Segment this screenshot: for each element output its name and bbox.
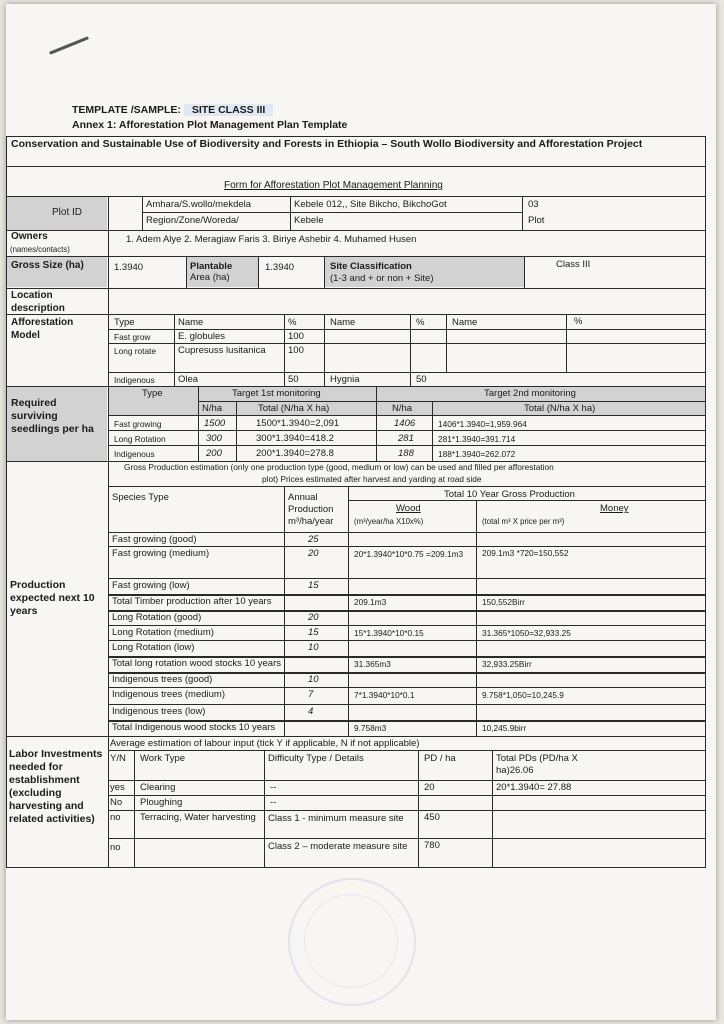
labor-col-pd: PD / ha — [424, 753, 456, 764]
plot-id-label: Plot ID — [52, 207, 83, 218]
seedling-row-t1: 1500*1.3940=2,091 — [256, 418, 340, 429]
seedling-row-n2: 1406 — [394, 418, 416, 429]
seedling-row-t1: 200*1.3940=278.8 — [256, 448, 334, 459]
model-col-pct-2: % — [416, 317, 425, 328]
annual-production-header: Annual Production m³/ha/year — [288, 492, 334, 527]
money-header: Money — [600, 503, 629, 514]
kebele-value: Kebele 012,, Site Bikcho, BikchoGot — [294, 199, 447, 210]
owners-sublabel: (names/contacts) — [10, 245, 70, 254]
production-row-species: Long Rotation (good) — [112, 612, 202, 623]
production-row-wood: 31.365m3 — [354, 659, 391, 669]
labor-col-difficulty: Difficulty Type / Details — [268, 753, 364, 764]
seedling-row-n1: 1500 — [204, 418, 226, 429]
model-col-pct: % — [288, 317, 297, 328]
production-total-row: Total Indigenous wood stocks 10 years — [112, 722, 276, 733]
model-row-name: Olea — [178, 374, 199, 385]
labor-row-work: Ploughing — [140, 797, 183, 808]
production-row-species: Long Rotation (medium) — [112, 627, 214, 638]
production-row-species: Fast growing (good) — [112, 534, 197, 545]
production-label: Production expected next 10 years — [10, 579, 95, 617]
target-1-nha: N/ha — [202, 403, 223, 414]
production-row-annual: 10 — [308, 674, 319, 685]
kebele-label: Kebele — [294, 215, 324, 226]
production-row-wood: 7*1.3940*10*0.1 — [354, 690, 415, 700]
model-row-pct: 100 — [288, 345, 304, 356]
faded-stamp-inner — [304, 894, 398, 988]
seedling-row-n2: 281 — [398, 433, 414, 444]
seedlings-col-type: Type — [142, 388, 163, 399]
production-row-money: 209.1m3 *720=150,552 — [482, 548, 569, 558]
model-row-pct: 100 — [288, 331, 304, 342]
model-col-name-3: Name — [452, 317, 478, 328]
production-row-money: 150,552Birr — [482, 597, 525, 607]
production-row-species: Indigenous trees (low) — [112, 706, 206, 717]
labor-row-yn: no — [110, 842, 121, 853]
labor-col-yn: Y/N — [110, 753, 126, 764]
owners-label: Owners — [11, 231, 48, 242]
afforestation-model-label: Afforestation Model — [11, 317, 74, 341]
production-row-species: Indigenous trees (medium) — [112, 689, 225, 700]
seedling-row-n1: 200 — [206, 448, 222, 459]
seedling-row-t2: 188*1.3940=262.072 — [438, 449, 516, 459]
production-row-species: Fast growing (medium) — [112, 548, 210, 559]
labor-row-pd: 450 — [424, 812, 440, 823]
model-row-type: Fast grow — [114, 332, 151, 342]
labor-col-total: Total PDs (PD/ha X ha)26.06 — [496, 753, 578, 776]
seedlings-label: Required surviving seedlings per ha — [11, 397, 94, 435]
model-row-pct-2: 50 — [416, 374, 427, 385]
production-row-wood: 9.758m3 — [354, 723, 387, 733]
plantable-area-value: 1.3940 — [265, 262, 295, 273]
model-col-type: Type — [114, 317, 135, 328]
production-row-annual: 4 — [308, 706, 314, 717]
gross-size-label: Gross Size (ha) — [11, 260, 84, 271]
production-row-wood: 209.1m3 — [354, 597, 387, 607]
production-row-wood: 15*1.3940*10*0.15 — [354, 628, 424, 638]
labor-label: Labor Investments needed for establishment (excluding harvesting and related activities) — [9, 748, 103, 825]
labor-row-yn: yes — [110, 782, 125, 793]
template-sample-label: TEMPLATE /SAMPLE: — [72, 104, 181, 116]
labor-row-yn: No — [110, 797, 123, 808]
plot-label: Plot — [528, 215, 545, 226]
wood-header: Wood — [396, 503, 421, 514]
model-row-type: Long rotate — [114, 346, 156, 356]
model-row-name-2: Hygnia — [330, 374, 360, 385]
project-title: Conservation and Sustainable Use of Biodiversity and Forests in Ethiopia – South Wollo Biodiversity and Afforestation Project — [11, 138, 643, 150]
seedling-row-t2: 1406*1.3940=1,959.964 — [438, 419, 527, 429]
seedling-row-type: Long Rotation — [114, 434, 166, 444]
region-value: Amhara/S.wollo/mekdela — [146, 199, 252, 210]
species-type-header: Species Type — [112, 492, 169, 503]
seedling-row-n2: 188 — [398, 448, 414, 459]
target-2-total: Total (N/ha X ha) — [524, 403, 596, 414]
site-classification-sub: (1-3 and + or non + Site) — [330, 273, 434, 284]
production-row-money: 31.365*1050=32,933.25 — [482, 628, 571, 638]
labor-row-difficulty: -- — [270, 797, 277, 808]
gross-production-note-2: plot) Prices estimated after harvest and yarding at road side — [262, 474, 482, 484]
money-unit: (total m³ X price per m³) — [482, 517, 565, 526]
model-col-name-2: Name — [330, 317, 356, 328]
production-row-wood: 20*1.3940*10*0.75 =209.1m3 — [354, 549, 464, 559]
production-row-species: Indigenous trees (good) — [112, 674, 213, 685]
gross-production-note: Gross Production estimation (only one production type (good, medium or low) can be used and filled per afforestation — [124, 462, 554, 472]
labor-note: Average estimation of labour input (tick Y if applicable, N if not applicable) — [110, 738, 420, 749]
model-row-pct: 50 — [288, 374, 299, 385]
production-total-row: Total Timber production after 10 years — [112, 596, 272, 607]
site-class-heading: SITE CLASS III — [184, 104, 274, 116]
plantable-area-label: Plantable Area (ha) — [190, 261, 233, 283]
region-label: Region/Zone/Woreda/ — [146, 215, 239, 226]
site-class-value: Class III — [556, 259, 591, 270]
total-10yr-header: Total 10 Year Gross Production — [444, 489, 575, 500]
model-row-name: Cupresuss lusitanica — [178, 345, 266, 356]
seedling-row-type: Indigenous — [114, 449, 155, 459]
wood-unit: (m³/year/ha X10x%) — [354, 517, 424, 526]
labor-row-total: 20*1.3940= 27.88 — [496, 782, 572, 793]
labor-row-pd: 20 — [424, 782, 435, 793]
production-total-row: Total long rotation wood stocks 10 years — [112, 658, 281, 669]
model-row-type: Indigenous — [114, 375, 155, 385]
labor-row-difficulty: -- — [270, 782, 277, 793]
production-row-annual: 20 — [308, 612, 319, 623]
seedling-row-t1: 300*1.3940=418.2 — [256, 433, 334, 444]
production-row-money: 9.758*1,050=10,245.9 — [482, 690, 564, 700]
labor-row-work: Terracing, Water harvesting — [140, 812, 256, 823]
production-row-species: Fast growing (low) — [112, 580, 190, 591]
labor-row-difficulty: Class 2 – moderate measure site — [268, 841, 408, 852]
model-col-name: Name — [178, 317, 204, 328]
plot-number: 03 — [528, 199, 539, 210]
owners-value: 1. Adem Alye 2. Meragiaw Faris 3. Biriye Ashebir 4. Muhamed Husen — [126, 234, 417, 245]
production-row-annual: 10 — [308, 642, 319, 653]
template-heading — [72, 104, 273, 116]
labor-row-pd: 780 — [424, 840, 440, 851]
location-label: Location description — [11, 290, 65, 314]
labor-row-yn: no — [110, 812, 121, 823]
model-row-name: E. globules — [178, 331, 226, 342]
seedling-row-n1: 300 — [206, 433, 222, 444]
model-col-pct-3: % — [574, 316, 583, 327]
production-row-money: 10,245.9birr — [482, 723, 527, 733]
production-row-annual: 15 — [308, 580, 319, 591]
target-2-label: Target 2nd monitoring — [484, 388, 576, 399]
labor-row-work: Clearing — [140, 782, 176, 793]
production-row-annual: 20 — [308, 548, 319, 559]
gross-size-value: 1.3940 — [114, 262, 144, 273]
production-row-species: Long Rotation (low) — [112, 642, 195, 653]
production-row-annual: 7 — [308, 689, 314, 700]
production-row-annual: 15 — [308, 627, 319, 638]
annex-title: Annex 1: Afforestation Plot Management Plan Template — [72, 119, 348, 131]
labor-row-difficulty: Class 1 - minimum measure site — [268, 813, 404, 824]
target-2-nha: N/ha — [392, 403, 413, 414]
production-row-money: 32,933.25Birr — [482, 659, 532, 669]
labor-col-work: Work Type — [140, 753, 186, 764]
seedling-row-type: Fast growing — [114, 419, 162, 429]
target-1-label: Target 1st monitoring — [232, 388, 321, 399]
site-classification-label: Site Classification — [330, 261, 412, 272]
target-1-total: Total (N/ha X ha) — [258, 403, 330, 414]
form-title: Form for Afforestation Plot Management Planning — [224, 180, 443, 191]
production-row-annual: 25 — [308, 534, 319, 545]
seedling-row-t2: 281*1.3940=391.714 — [438, 434, 516, 444]
